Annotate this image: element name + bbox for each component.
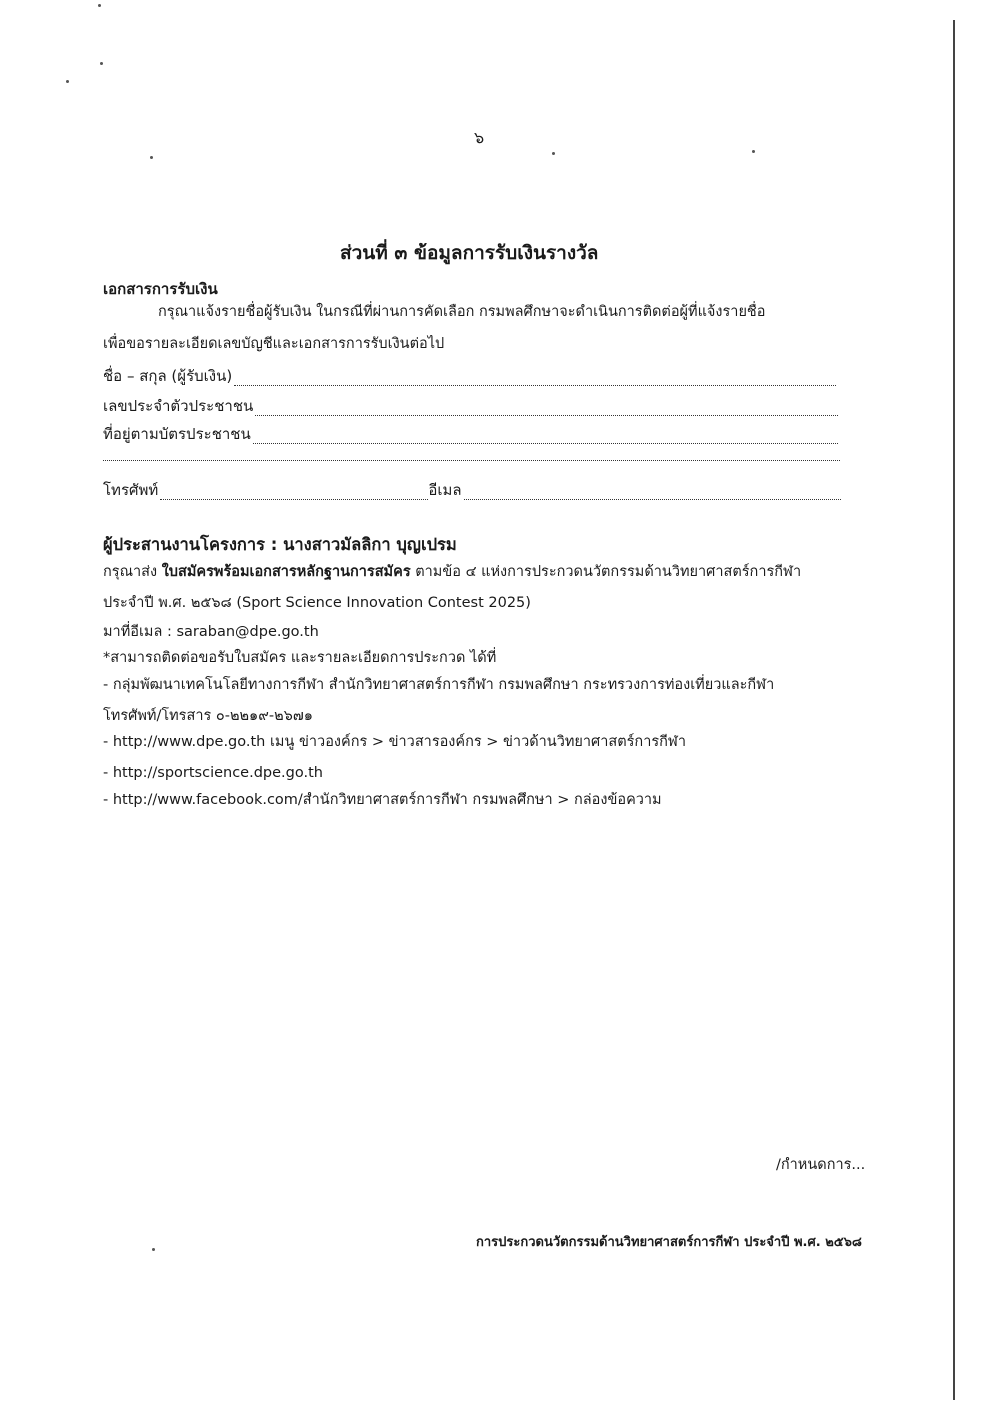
name-field-row — [103, 366, 836, 386]
id-field-blank[interactable] — [255, 401, 838, 416]
link-dpe[interactable]: - http://www.dpe.go.th เมนู ข่าวองค์กร > ข่าวสารองค์กร > ข่าวด้านวิทยาศาสตร์การกีฬา — [103, 734, 686, 750]
contact-phone: โทรศัพท์/โทรสาร ๐-๒๒๑๙-๒๖๗๑ — [103, 708, 313, 724]
address-field-blank[interactable] — [253, 429, 838, 444]
name-field-label: ชื่อ – สกุล (ผู้รับเงิน) — [103, 367, 233, 385]
address-field-label: ที่อยู่ตามบัตรประชาชน — [103, 425, 251, 443]
contact-group: - กลุ่มพัฒนาเทคโนโลยีทางการกีฬา สำนักวิทยาศาสตร์การกีฬา กรมพลศึกษา กระทรวงการท่องเที่ยวและกีฬา — [103, 677, 775, 693]
id-field-row — [103, 396, 838, 416]
phone-field-blank[interactable] — [160, 485, 428, 500]
continued-marker: /กำหนดการ... — [776, 1157, 866, 1173]
phone-field-label: โทรศัพท์ — [103, 481, 159, 499]
scan-speck — [66, 80, 69, 83]
send-instruction-line-1 — [103, 562, 801, 582]
scan-speck — [552, 152, 555, 155]
address-extra-row — [103, 446, 840, 461]
section-title: ส่วนที่ ๓ ข้อมูลการรับเงินรางวัล — [340, 242, 599, 264]
id-field-label: เลขประจำตัวประชาชน — [103, 397, 254, 415]
intro-line-2: เพื่อขอรายละเอียดเลขบัญชีและเอกสารการรับเงินต่อไป — [103, 336, 445, 352]
contact-field-row — [103, 480, 841, 500]
address-extra-blank[interactable] — [103, 446, 840, 461]
docs-heading: เอกสารการรับเงิน — [103, 280, 218, 298]
name-field-blank[interactable] — [234, 371, 836, 386]
send-bold-text: ใบสมัครพร้อมเอกสารหลักฐานการสมัคร — [161, 564, 411, 580]
address-field-row — [103, 424, 838, 444]
page-footer: การประกวดนวัตกรรมด้านวิทยาศาสตร์การกีฬา ประจำปี พ.ศ. ๒๕๖๘ — [476, 1235, 862, 1250]
scan-edge-line — [953, 20, 955, 1400]
send-prefix: กรุณาส่ง — [103, 564, 162, 580]
scan-speck — [98, 4, 101, 7]
email-field-label: อีเมล — [428, 481, 462, 499]
intro-line-1: กรุณาแจ้งรายชื่อผู้รับเงิน ในกรณีที่ผ่านการคัดเลือก กรมพลศึกษาจะดำเนินการติดต่อผู้ที่แจ้งรายชื่อ — [158, 304, 766, 320]
scan-speck — [150, 156, 153, 159]
email-line: มาที่อีเมล : saraban@dpe.go.th — [103, 624, 319, 640]
email-field-blank[interactable] — [464, 485, 841, 500]
scan-speck — [100, 62, 103, 65]
send-suffix: ตามข้อ ๔ แห่งการประกวดนวัตกรรมด้านวิทยาศาสตร์การกีฬา — [410, 564, 802, 580]
scan-speck — [152, 1248, 155, 1251]
link-facebook[interactable]: - http://www.facebook.com/สำนักวิทยาศาสตร์การกีฬา กรมพลศึกษา > กล่องข้อความ — [103, 792, 662, 808]
scan-speck — [752, 150, 755, 153]
contact-note: *สามารถติดต่อขอรับใบสมัคร และรายละเอียดการประกวด ได้ที่ — [103, 650, 497, 666]
send-instruction-line-2: ประจำปี พ.ศ. ๒๕๖๘ (Sport Science Innovation Contest 2025) — [103, 595, 531, 611]
link-sportscience[interactable]: - http://sportscience.dpe.go.th — [103, 765, 323, 781]
page-number: ๖ — [474, 128, 485, 147]
coordinator-heading: ผู้ประสานงานโครงการ : นางสาวมัลลิกา บุญเปรม — [103, 535, 457, 554]
